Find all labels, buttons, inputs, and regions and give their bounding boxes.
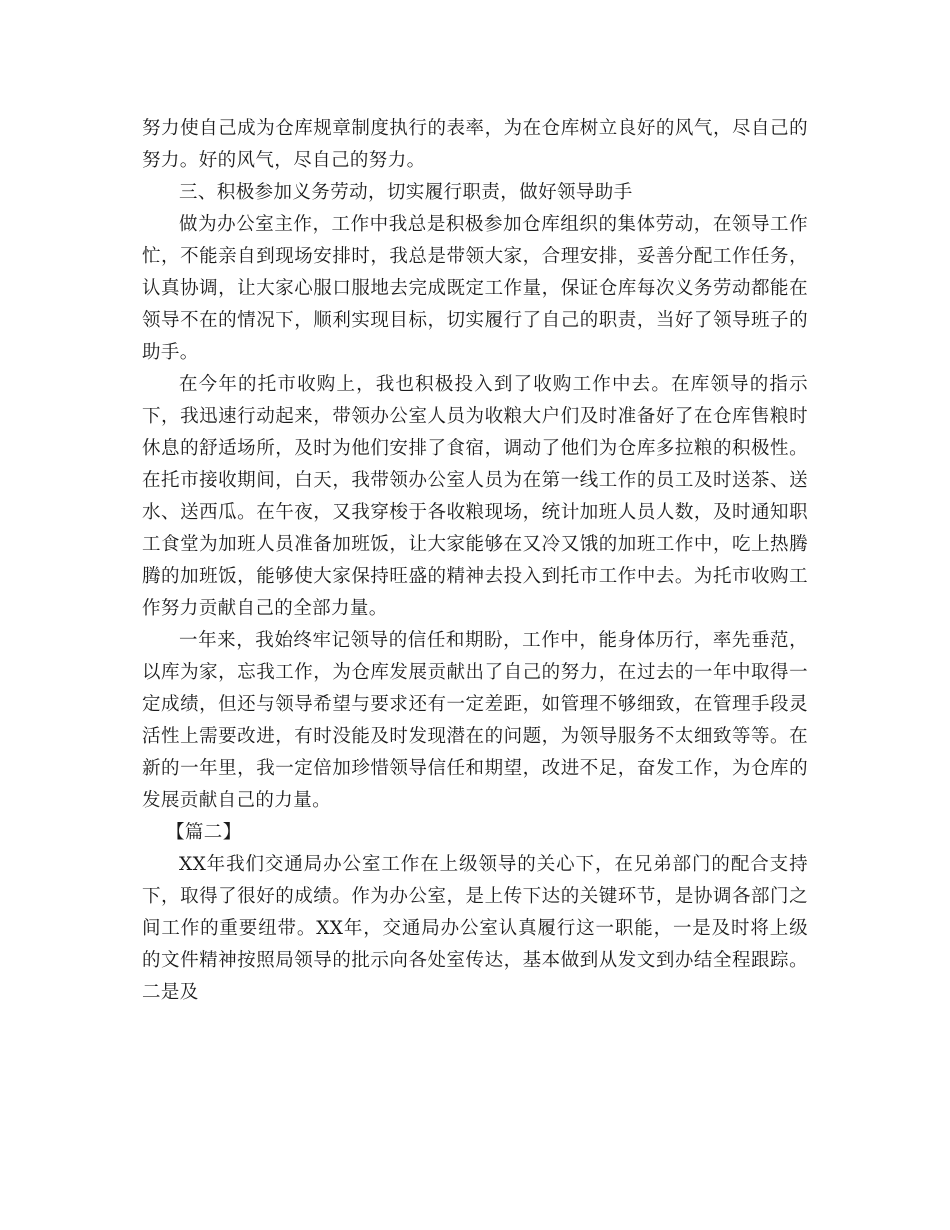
paragraph-continuation: 努力使自己成为仓库规章制度执行的表率，为在仓库树立良好的风气，尽自己的努力。好的风气，尽自己的努力。 xyxy=(142,118,808,171)
section-marker: 【篇二】 xyxy=(166,822,242,843)
paragraph-summary: 一年来，我始终牢记领导的信任和期盼，工作中，能身体历行，率先垂范，以库为家，忘我工作，为仓库发展贡献出了自己的努力，在过去的一年中取得一定成绩，但还与领导希望与要求还有一定差距，如管理不够细致，在管理手段灵活性上需要改进，有时没能及时发现潜在的问题，为领导服务不太细致等等。在新的一年里，我一定倍加珍惜领导信任和期望，改进不足，奋发工作，为仓库的发展贡献自己的力量。 xyxy=(142,630,808,811)
document-body xyxy=(142,113,808,1009)
paragraph-part-two: XX年我们交通局办公室工作在上级领导的关心下，在兄弟部门的配合支持下，取得了很好的成绩。作为办公室，是上传下达的关键环节，是协调各部门之间工作的重要纽带。XX年，交通局办公室认真履行这一职能，一是及时将上级的文件精神按照局领导的批示向各处室传达，基本做到从发文到办结全程跟踪。二是及 xyxy=(142,854,808,1003)
section-heading: 三、积极参加义务劳动，切实履行职责，做好领导助手 xyxy=(179,182,633,203)
paragraph-labor: 做为办公室主作，工作中我总是积极参加仓库组织的集体劳动，在领导工作忙，不能亲自到现场安排时，我总是带领大家，合理安排，妥善分配工作任务，认真协调，让大家心服口服地去完成既定工作量，保证仓库每次义务劳动都能在领导不在的情况下，顺利实现目标，切实履行了自己的职责，当好了领导班子的助手。 xyxy=(142,214,808,363)
paragraph-purchase: 在今年的托市收购上，我也积极投入到了收购工作中去。在库领导的指示下，我迅速行动起来，带领办公室人员为收粮大户们及时准备好了在仓库售粮时休息的舒适场所，及时为他们安排了食宿，调动了他们为仓库多拉粮的积极性。在托市接收期间，白天，我带领办公室人员为在第一线工作的员工及时送茶、送水、送西瓜。在午夜，又我穿梭于各收粮现场，统计加班人员人数，及时通知职工食堂为加班人员准备加班饭，让大家能够在又冷又饿的加班工作中，吃上热腾腾的加班饭，能够使大家保持旺盛的精神去投入到托市工作中去。为托市收购工作努力贡献自己的全部力量。 xyxy=(142,374,808,619)
